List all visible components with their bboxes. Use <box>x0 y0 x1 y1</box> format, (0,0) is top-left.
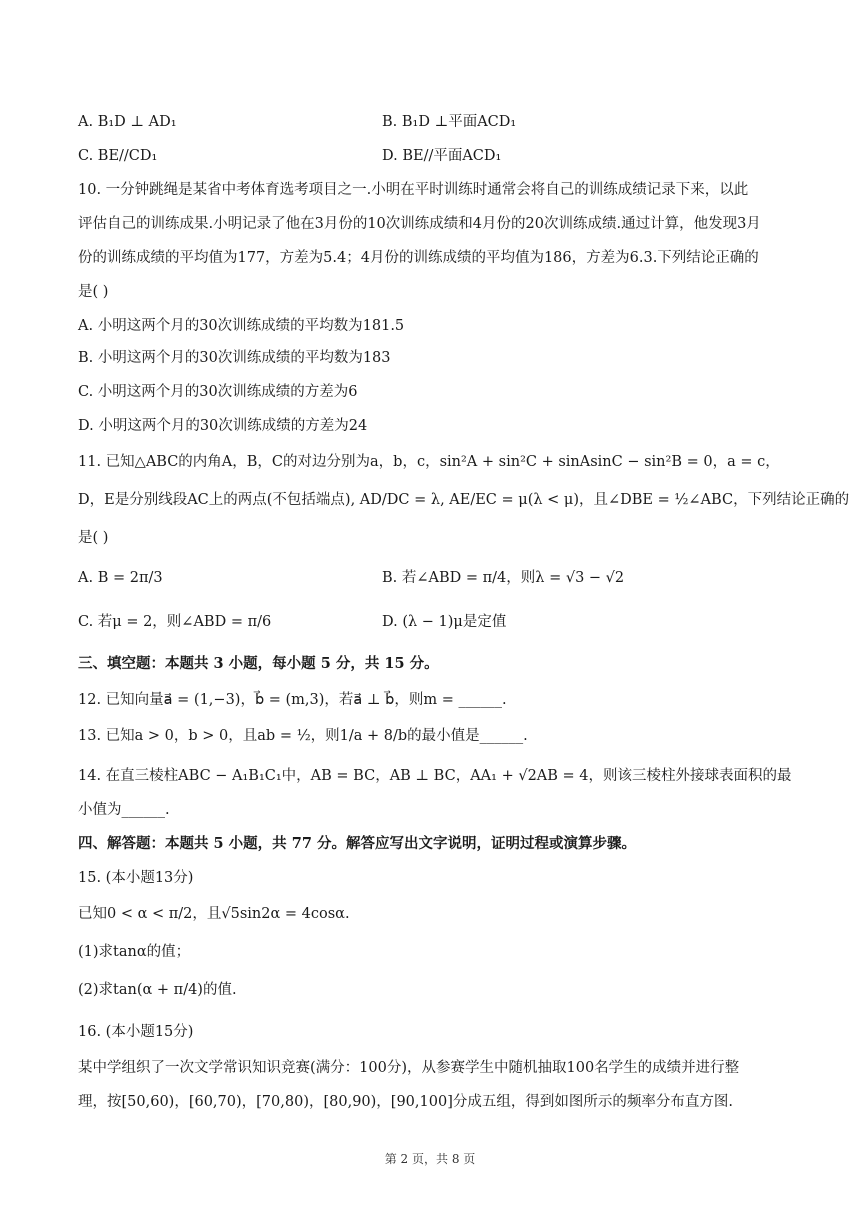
q16-header: 16. (本小题15分) <box>78 1024 194 1040</box>
q10-option-b: B. 小明这两个月的30次训练成绩的平均数为183 <box>78 350 391 366</box>
q11-option-c: C. 若μ = 2，则∠ABD = π/6 <box>78 614 272 630</box>
q10-line-2: 评估自己的训练成果.小明记录了他在3月份的10次训练成绩和4月份的20次训练成绩.通过计算，他发现3月 <box>78 216 761 232</box>
q11-option-d: D. (λ − 1)μ是定值 <box>382 614 507 630</box>
q11-line-3: 是( ) <box>78 530 109 546</box>
q16-line-2: 理，按[50,60)，[60,70)，[70,80)，[80,90)，[90,100]分成五组，得到如图所示的频率分布直方图. <box>78 1094 733 1110</box>
q11-line-1: 11. 已知△ABC的内角A，B，C的对边分别为a，b，c，sin²A + sin²C + sinAsinC − sin²B = 0，a = c， <box>78 454 780 470</box>
q15-part-1: (1)求tanα的值； <box>78 944 191 960</box>
q9-option-b: B. B₁D ⊥平面ACD₁ <box>382 114 517 130</box>
q13-text: 13. 已知a > 0，b > 0，且ab = ½，则1/a + 8/b的最小值是______. <box>78 728 528 744</box>
section-3-heading: 三、填空题：本题共 3 小题，每小题 5 分，共 15 分。 <box>78 655 439 672</box>
q11-line-2: D，E是分别线段AC上的两点(不包括端点), AD/DC = λ, AE/EC = μ(λ < μ)，且∠DBE = ½∠ABC，下列结论正确的 <box>78 492 850 508</box>
q10-line-3: 份的训练成绩的平均值为177，方差为5.4；4月份的训练成绩的平均值为186，方差为6.3.下列结论正确的 <box>78 250 759 266</box>
q10-line-1: 10. 一分钟跳绳是某省中考体育选考项目之一.小明在平时训练时通常会将自己的训练成绩记录下来，以此 <box>78 182 749 198</box>
q11-option-a: A. B = 2π/3 <box>78 570 163 586</box>
q15-header: 15. (本小题13分) <box>78 870 194 886</box>
q14-line-2: 小值为______. <box>78 802 170 818</box>
q9-option-c: C. BE//CD₁ <box>78 148 158 164</box>
q15-stem: 已知0 < α < π/2，且√5sin2α = 4cosα. <box>78 906 350 922</box>
q14-line-1: 14. 在直三棱柱ABC − A₁B₁C₁中，AB = BC，AB ⊥ BC，AA₁ + √2AB = 4，则该三棱柱外接球表面积的最 <box>78 768 792 784</box>
q12-text: 12. 已知向量a⃗ = (1,−3)，b⃗ = (m,3)，若a⃗ ⊥ b⃗，则m = ______. <box>78 692 507 708</box>
q9-option-a: A. B₁D ⊥ AD₁ <box>78 114 177 130</box>
q10-option-d: D. 小明这两个月的30次训练成绩的方差为24 <box>78 418 368 434</box>
q15-part-2: (2)求tan(α + π/4)的值. <box>78 982 237 998</box>
q11-option-b: B. 若∠ABD = π/4，则λ = √3 − √2 <box>382 570 625 586</box>
q16-line-1: 某中学组织了一次文学常识知识竞赛(满分：100分)，从参赛学生中随机抽取100名学生的成绩并进行整 <box>78 1060 740 1076</box>
q10-option-a: A. 小明这两个月的30次训练成绩的平均数为181.5 <box>78 318 405 334</box>
q10-option-c: C. 小明这两个月的30次训练成绩的方差为6 <box>78 384 358 400</box>
q9-option-d: D. BE//平面ACD₁ <box>382 148 502 164</box>
section-4-heading: 四、解答题：本题共 5 小题，共 77 分。解答应写出文字说明，证明过程或演算步骤。 <box>78 835 636 852</box>
q10-line-4: 是( ) <box>78 284 109 300</box>
page-footer: 第 2 页，共 8 页 <box>384 1152 476 1166</box>
